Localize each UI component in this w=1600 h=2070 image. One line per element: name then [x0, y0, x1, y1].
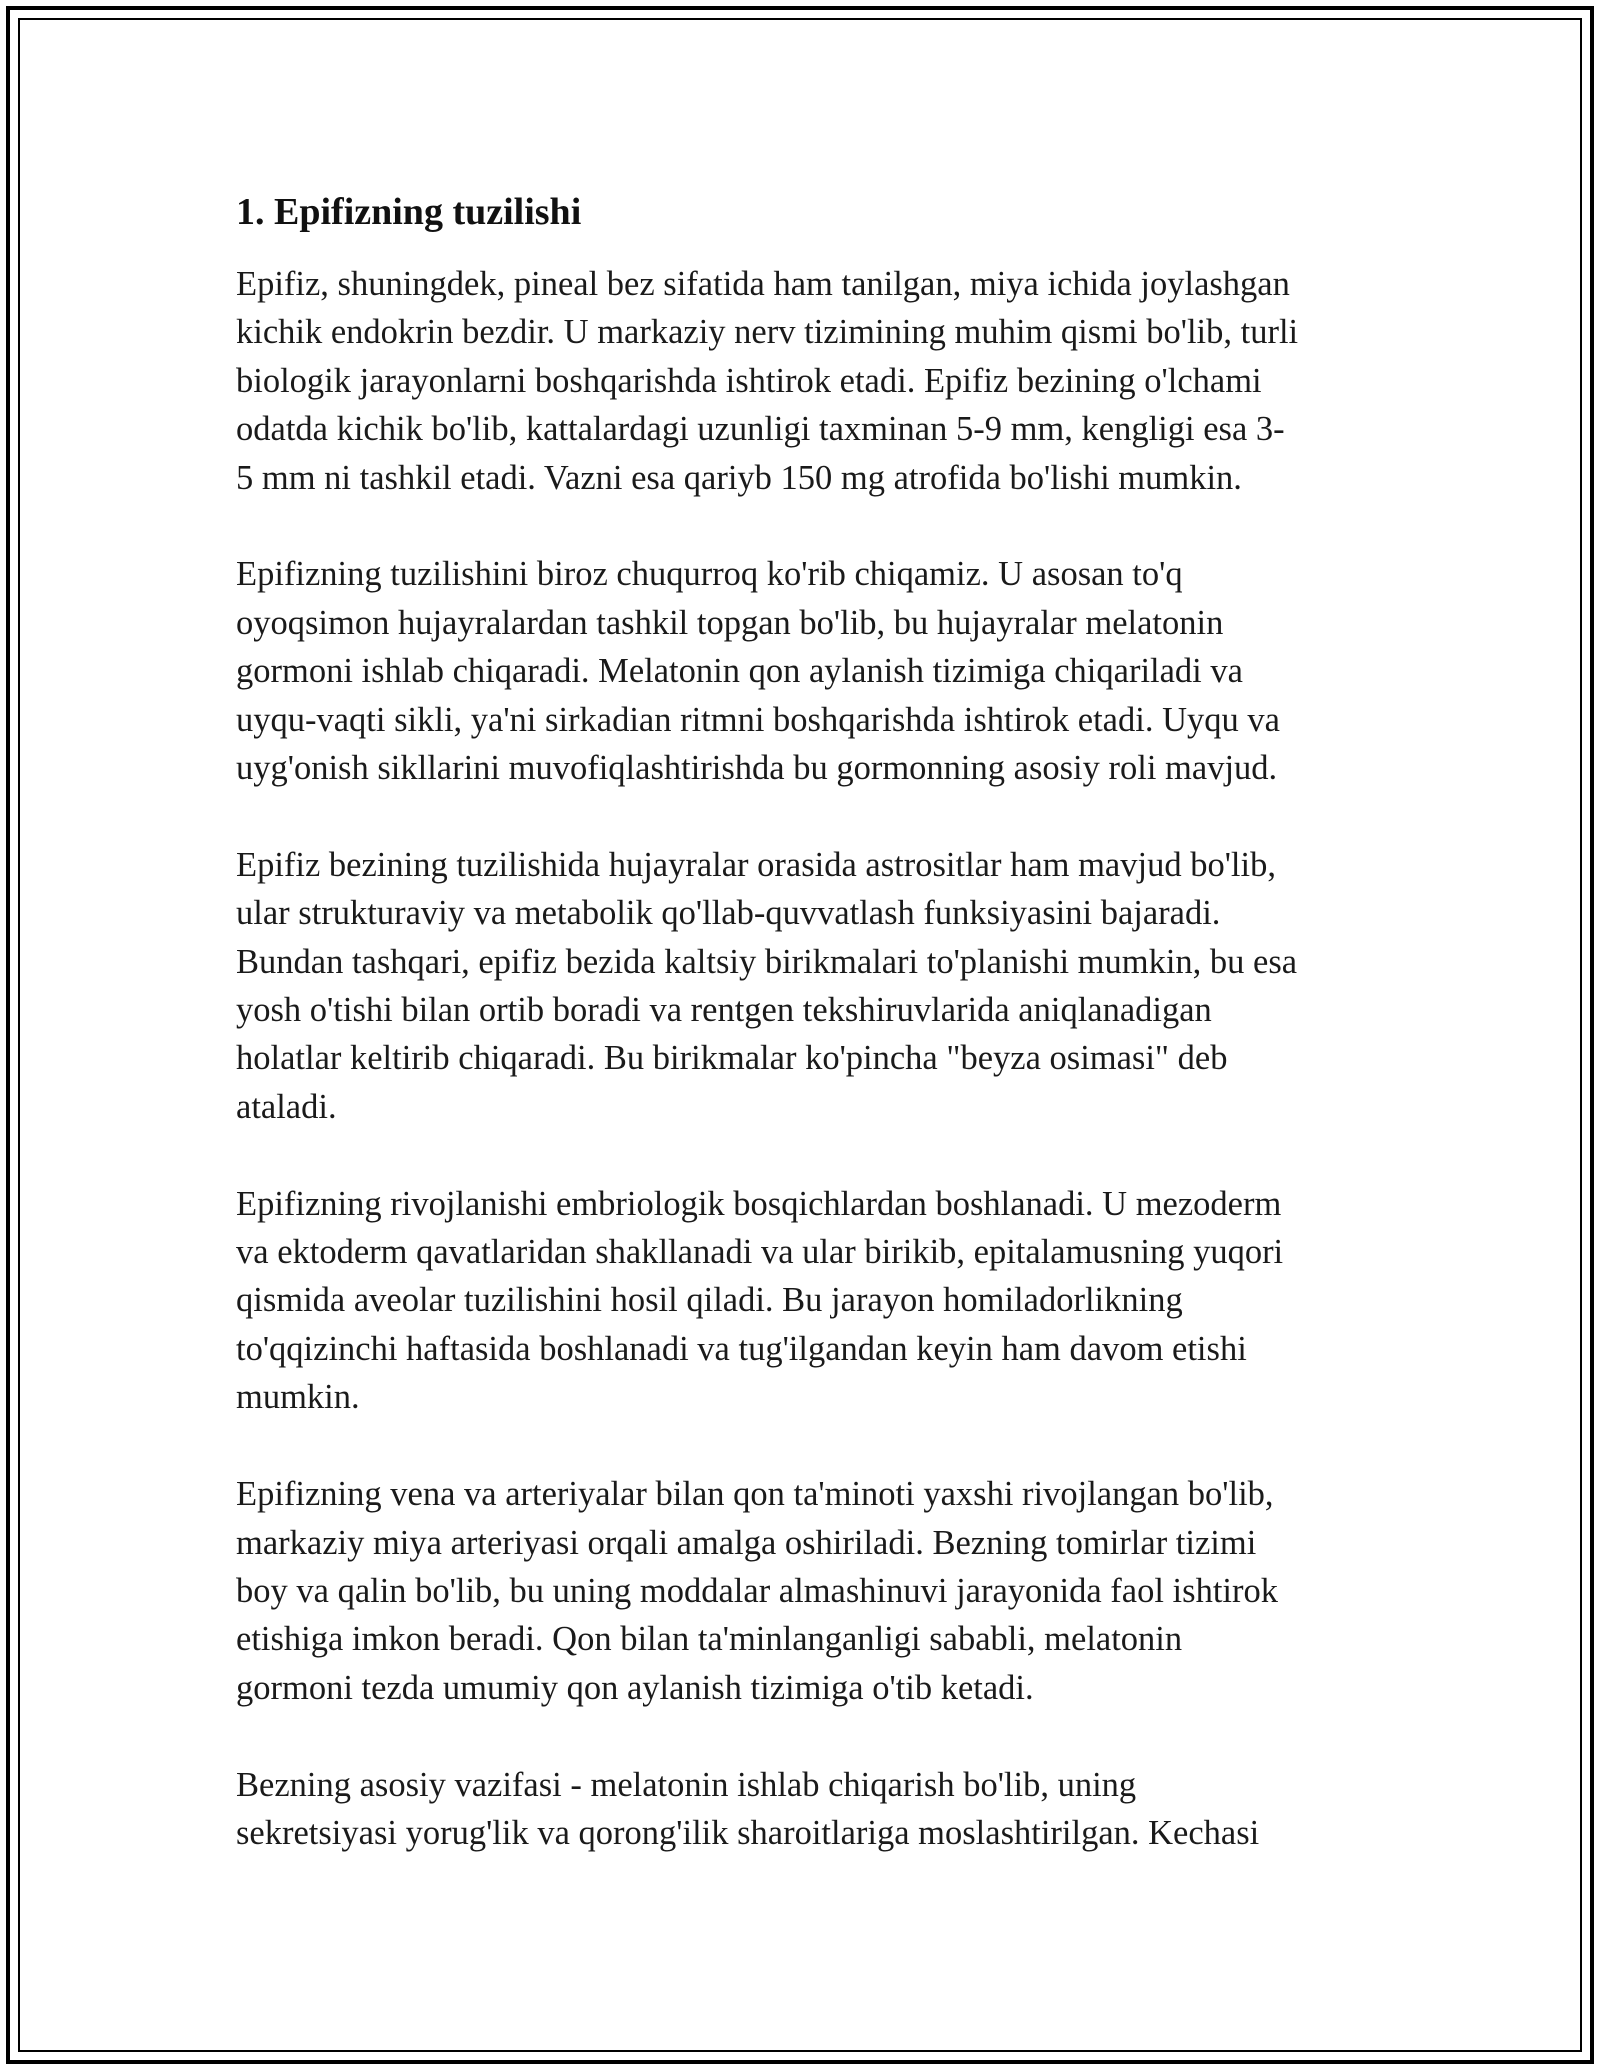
paragraph	[236, 841, 1376, 1131]
text-line: mumkin.	[236, 1378, 360, 1417]
text-line: holatlar keltirib chiqaradi. Bu birikmalar ko'pincha "beyza osimasi" deb	[236, 1039, 1228, 1078]
document-body	[236, 188, 1376, 1906]
text-line: sekretsiyasi yorug'lik va qorong'ilik sharoitlariga moslashtirilgan. Kechasi	[236, 1813, 1260, 1852]
paragraph	[236, 260, 1376, 502]
paragraph	[236, 1180, 1376, 1422]
text-line: qismida aveolar tuzilishini hosil qiladi. Bu jarayon homiladorlikning	[236, 1281, 1183, 1320]
text-line: ataladi.	[236, 1087, 337, 1126]
text-line: Bundan tashqari, epifiz bezida kaltsiy birikmalari to'planishi mumkin, bu esa	[236, 942, 1298, 981]
paragraphs-container	[236, 260, 1376, 1857]
text-line: to'qqizinchi haftasida boshlanadi va tug'ilgandan keyin ham davom etishi	[236, 1329, 1247, 1368]
text-line: biologik jarayonlarni boshqarishda ishtirok etadi. Epifiz bezining o'lchami	[236, 361, 1262, 400]
text-line: odatda kichik bo'lib, kattalardagi uzunligi taxminan 5-9 mm, kengligi esa 3-	[236, 410, 1285, 449]
text-line: yosh o'tishi bilan ortib boradi va rentgen tekshiruvlarida aniqlanadigan	[236, 991, 1212, 1030]
text-line: Bezning asosiy vazifasi - melatonin ishlab chiqarish bo'lib, uning	[236, 1765, 1137, 1804]
text-line: oyoqsimon hujayralardan tashkil topgan bo'lib, bu hujayralar melatonin	[236, 603, 1224, 642]
text-line: uyg'onish sikllarini muvofiqlashtirishda bu gormonning asosiy roli mavjud.	[236, 749, 1278, 788]
text-line: Epifiz bezining tuzilishida hujayralar orasida astrositlar ham mavjud bo'lib,	[236, 845, 1276, 884]
text-line: ular strukturaviy va metabolik qo'llab-quvvatlash funksiyasini bajaradi.	[236, 894, 1221, 933]
text-line: boy va qalin bo'lib, bu uning moddalar almashinuvi jarayonida faol ishtirok	[236, 1571, 1278, 1610]
text-line: kichik endokrin bezdir. U markaziy nerv tizimining muhim qismi bo'lib, turli	[236, 313, 1299, 352]
text-line: gormoni ishlab chiqaradi. Melatonin qon aylanish tizimiga chiqariladi va	[236, 652, 1243, 691]
text-line: Epifizning tuzilishini biroz chuqurroq ko'rib chiqamiz. U asosan to'q	[236, 555, 1183, 594]
paragraph	[236, 1761, 1376, 1858]
text-line: va ektoderm qavatlaridan shakllanadi va ular birikib, epitalamusning yuqori	[236, 1233, 1284, 1272]
text-line: Epifiz, shuningdek, pineal bez sifatida ham tanilgan, miya ichida joylashgan	[236, 265, 1290, 303]
paragraph	[236, 550, 1376, 792]
text-line: gormoni tezda umumiy qon aylanish tizimiga o'tib ketadi.	[236, 1668, 1034, 1707]
text-line: uyqu-vaqti sikli, ya'ni sirkadian ritmni boshqarishda ishtirok etadi. Uyqu va	[236, 700, 1280, 739]
section-heading: 1. Epifizning tuzilishi	[236, 191, 582, 233]
text-line: Epifizning rivojlanishi embriologik bosqichlardan boshlanadi. U mezoderm	[236, 1184, 1282, 1223]
text-line: etishiga imkon beradi. Qon bilan ta'minlanganligi sababli, melatonin	[236, 1620, 1183, 1659]
paragraph	[236, 1470, 1376, 1712]
text-line: 5 mm ni tashkil etadi. Vazni esa qariyb 150 mg atrofida bo'lishi mumkin.	[236, 458, 1242, 497]
text-line: Epifizning vena va arteriyalar bilan qon ta'minoti yaxshi rivojlangan bo'lib,	[236, 1475, 1274, 1514]
text-line: markaziy miya arteriyasi orqali amalga oshiriladi. Bezning tomirlar tizimi	[236, 1523, 1257, 1562]
